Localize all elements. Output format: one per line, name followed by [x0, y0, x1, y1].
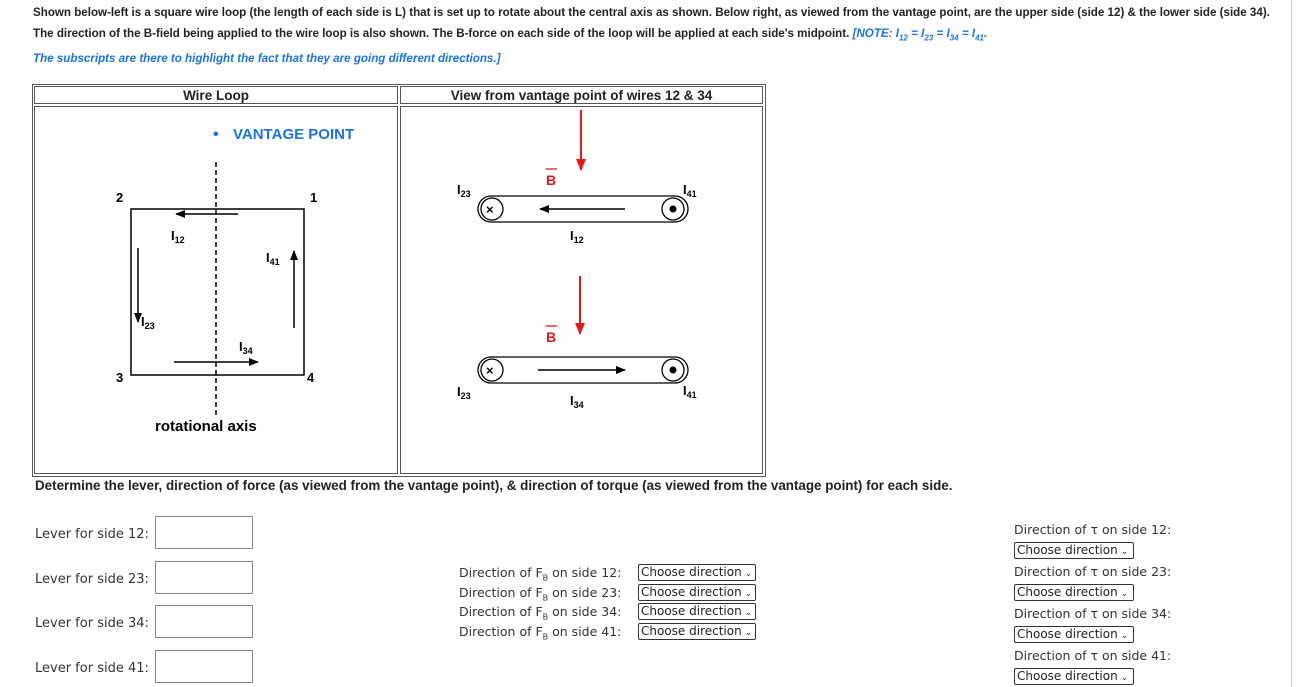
view-top-i12: $I_{12}$ — [570, 228, 584, 245]
force-34-label: Direction of $F_B$ on side 34: — [459, 604, 622, 622]
corner-1: 1 — [310, 190, 318, 205]
torque-41-label: Direction of τ on side 41: — [1014, 648, 1172, 663]
corner-2: 2 — [116, 190, 124, 205]
force-12-select[interactable]: Choose direction ⌄ — [638, 564, 756, 581]
view-bottom-i41: $I_{41}$ — [683, 383, 697, 400]
chevron-down-icon: ⌄ — [1120, 673, 1129, 683]
chevron-down-icon: ⌄ — [1120, 589, 1129, 599]
torque-12-select[interactable]: Choose direction ⌄ — [1014, 542, 1134, 559]
lever-41-label: Lever for side 41: — [35, 661, 149, 676]
view-bottom-i34: $I_{34}$ — [570, 393, 584, 410]
torque-23-label: Direction of τ on side 23: — [1014, 564, 1172, 579]
lever-12-label: Lever for side 12: — [35, 527, 149, 542]
square-loop — [131, 209, 304, 375]
chevron-down-icon: ⌄ — [744, 628, 753, 638]
lever-23-label: Lever for side 23: — [35, 572, 149, 587]
force-23-label: Direction of $F_B$ on side 23: — [459, 585, 622, 603]
force-41-select[interactable]: Choose direction ⌄ — [638, 623, 756, 640]
view-bottom-i23: $I_{23}$ — [457, 384, 471, 401]
force-23-select[interactable]: Choose direction ⌄ — [638, 584, 756, 601]
rotational-axis-label: rotational axis — [155, 418, 257, 435]
chevron-down-icon: ⌄ — [744, 569, 753, 579]
intro-main: Shown below-left is a square wire loop (the length of each side is L) that is set up to rotate about the central axis as shown. Below right, as viewed from the vantage point, are the upper side (side 12) & the lower side (side 34). The direction of the B-field being applied to the wire loop is also shown. The B-force on each side of the loop will be applied at each side's midpoint. — [33, 6, 1270, 40]
current-34-label: $I_{34}$ — [239, 339, 253, 356]
current-23-label: $I_{23}$ — [141, 314, 155, 331]
torque-23-select[interactable]: Choose direction ⌄ — [1014, 584, 1134, 601]
torque-41-select[interactable]: Choose direction ⌄ — [1014, 668, 1134, 685]
current-12-label: $I_{12}$ — [171, 228, 185, 245]
chevron-down-icon: ⌄ — [1120, 547, 1129, 557]
torque-34-label: Direction of τ on side 34: — [1014, 606, 1172, 621]
current-41-label: $I_{41}$ — [266, 250, 280, 267]
vantage-point-dot: • — [213, 126, 219, 143]
vantage-point-label: VANTAGE POINT — [233, 126, 355, 143]
b-field-label-bottom: B — [546, 329, 557, 345]
lever-41-input[interactable] — [155, 650, 253, 683]
force-12-label: Direction of $F_B$ on side 12: — [459, 565, 622, 583]
view-top-i23: $I_{23}$ — [457, 182, 471, 199]
lever-23-input[interactable] — [155, 561, 253, 594]
corner-4: 4 — [307, 370, 315, 385]
lever-34-label: Lever for side 34: — [35, 616, 149, 631]
out-of-page-dot — [670, 206, 677, 213]
chevron-down-icon: ⌄ — [744, 608, 753, 618]
intro-note: [NOTE: $I_{12} = I_{23} = I_{34} = I_{41}$. — [852, 27, 988, 43]
chevron-down-icon: ⌄ — [1120, 631, 1129, 641]
force-34-select[interactable]: Choose direction ⌄ — [638, 603, 756, 620]
chevron-down-icon: ⌄ — [744, 589, 753, 599]
into-page-symbol: × — [486, 202, 494, 217]
corner-3: 3 — [116, 370, 124, 385]
torque-12-label: Direction of τ on side 12: — [1014, 522, 1172, 537]
out-of-page-dot — [670, 367, 677, 374]
intro-note-line2: The subscripts are there to highlight the fact that they are going different directions.] — [33, 52, 501, 66]
view-top-i41: $I_{41}$ — [683, 182, 697, 199]
b-field-label-top: B — [546, 172, 557, 188]
header-wire-loop: Wire Loop — [34, 86, 398, 104]
force-41-label: Direction of $F_B$ on side 41: — [459, 624, 622, 642]
into-page-symbol: × — [486, 363, 494, 378]
torque-34-select[interactable]: Choose direction ⌄ — [1014, 626, 1134, 643]
lever-34-input[interactable] — [155, 605, 253, 638]
question-text: Determine the lever, direction of force (as viewed from the vantage point), & direction of torque (as viewed from the vantage point) for each side. — [35, 478, 953, 493]
header-vantage-view: View from vantage point of wires 12 & 34 — [400, 86, 763, 104]
lever-12-input[interactable] — [155, 516, 253, 549]
